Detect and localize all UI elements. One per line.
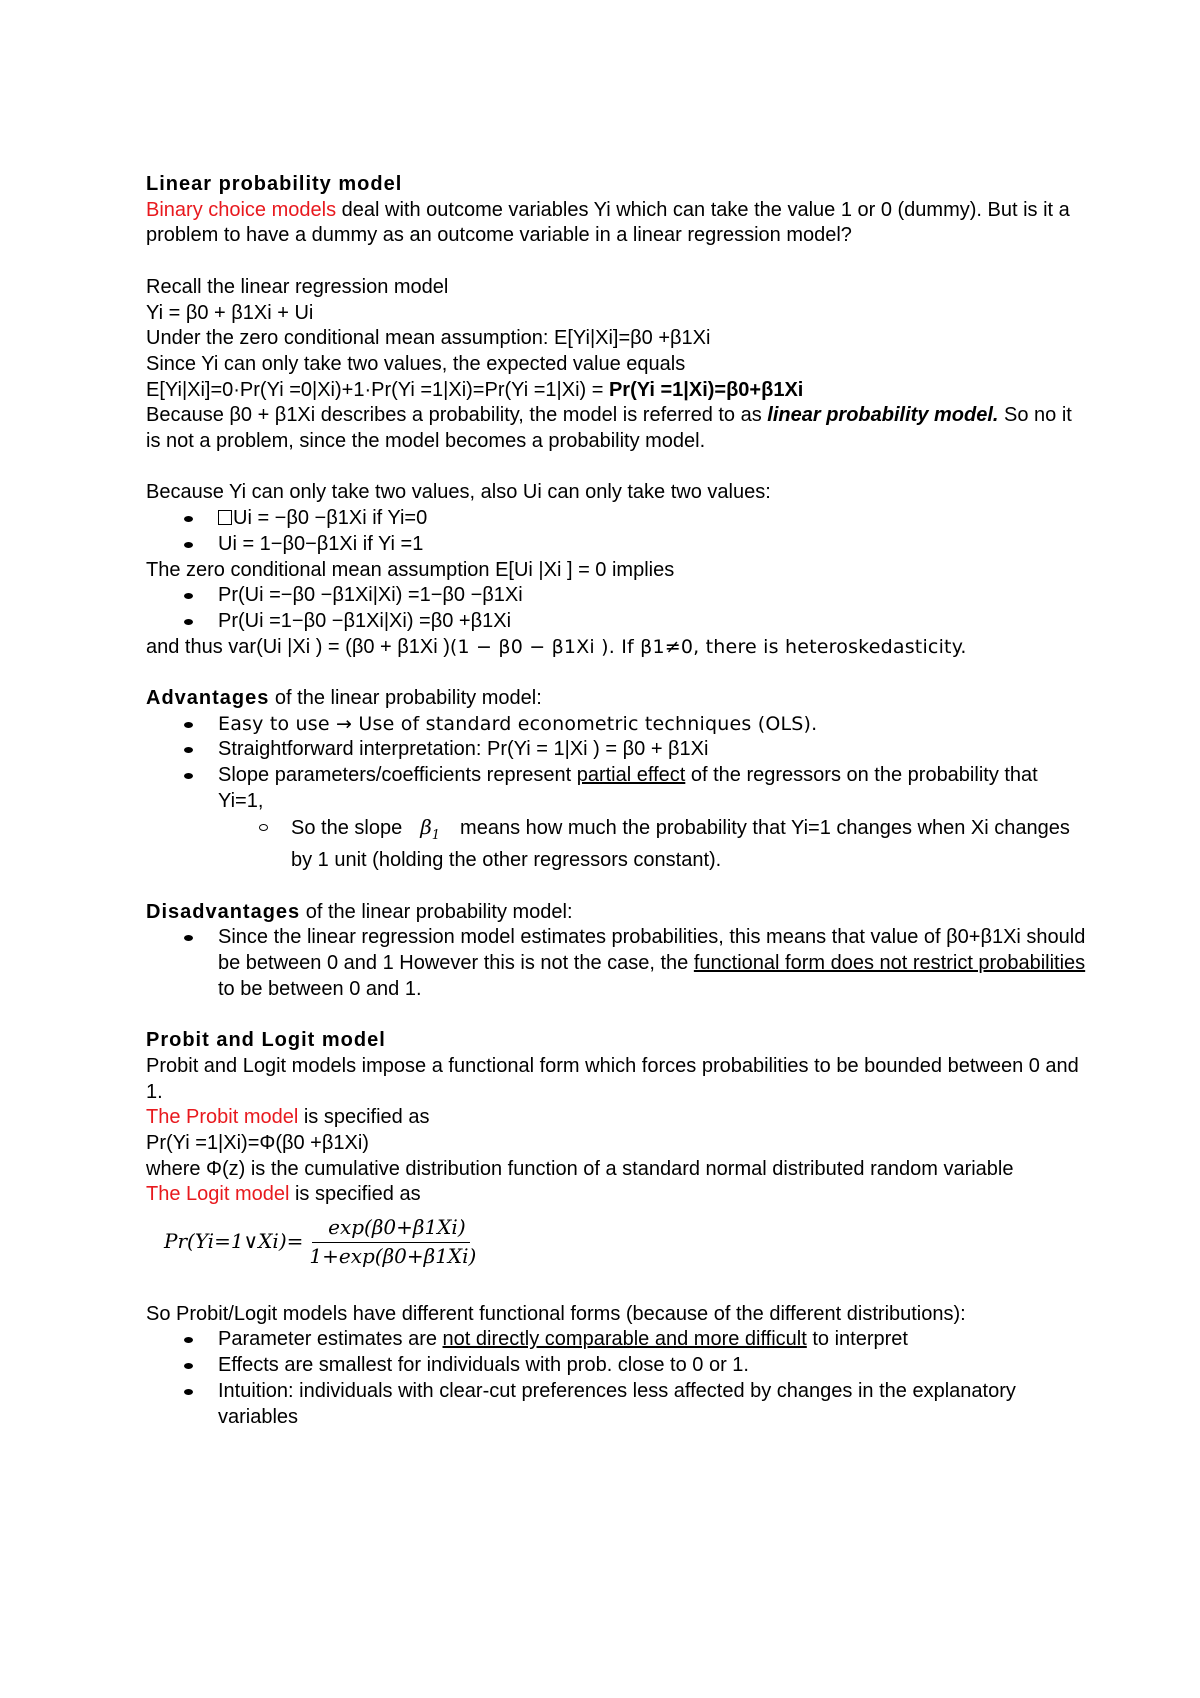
ui-intro: Because Yi can only take two values, also Ui can only take two values: — [146, 481, 771, 504]
list-item: Pr(Ui =−β0 −β1Xi|Xi) =1−β0 −β1Xi — [146, 583, 1086, 609]
probit-spec-line: The Probit model is specified as — [146, 1106, 430, 1129]
variance-paragraph: and thus var(Ui |Xi ) = (β0 + β1Xi )(1 − β0 − β1Xi ). If β1≠0, there is heteroskedasticity. — [146, 635, 967, 658]
list-item: Since the linear regression model estimates probabilities, this means that value of β0+β1Xi should be between 0 and 1 However this is not the case, the functional form does not restrict probabilities to be between 0 and 1. — [146, 925, 1086, 1002]
zero-conditional-line: Under the zero conditional mean assumption: E[Yi|Xi]=β0 +β1Xi — [146, 327, 711, 350]
beta-one-symbol: $\beta_1$ — [420, 814, 441, 843]
since-line: Since Yi can only take two values, the expected value equals — [146, 352, 686, 375]
model-equation: Yi = β0 + β1Xi + Ui — [146, 301, 314, 324]
logit-spec-line: The Logit model is specified as — [146, 1183, 421, 1206]
section-heading-lpm: Linear probability model — [146, 173, 403, 195]
list-item: Straightforward interpretation: Pr(Yi = 1|Xi ) = β0 + β1Xi — [146, 737, 1086, 763]
recall-line: Recall the linear regression model — [146, 275, 449, 298]
expectation-line: E[Yi|Xi]=0·Pr(Yi =0|Xi)+1·Pr(Yi =1|Xi)=Pr(Yi =1|Xi) = Pr(Yi =1|Xi)=β0+β1Xi — [146, 378, 804, 401]
probit-logit-intro: Probit and Logit models impose a functional form which forces probabilities to be bounded between 0 and 1. — [146, 1054, 1079, 1103]
list-item: Ui = 1−β0−β1Xi if Yi =1 — [146, 532, 1086, 558]
logit-formula — [164, 1214, 1086, 1270]
list-item: Intuition: individuals with clear-cut preferences less affected by changes in the explanatory variables — [146, 1379, 1086, 1430]
lpm-intro: Binary choice models deal with outcome variables Yi which can take the value 1 or 0 (dummy). But is it a problem to have a dummy as an outcome variable in a linear regression model? — [146, 198, 1070, 247]
logit-lhs: Pr(Yi=1∨Xi)= — [164, 1229, 304, 1254]
advantages-list — [146, 712, 1086, 815]
list-item: Ui = −β0 −β1Xi if Yi=0 — [146, 506, 1086, 532]
pr-bullet-list — [146, 583, 1086, 634]
logit-numerator: exp(β0+β1Xi) — [312, 1215, 470, 1243]
list-item: Easy to use → Use of standard econometric techniques (OLS). — [146, 712, 1086, 738]
disadvantages-intro: Disadvantages of the linear probability model: — [146, 900, 573, 923]
missing-glyph-box — [218, 510, 232, 525]
disadvantages-list — [146, 925, 1086, 1002]
advantages-sublist — [146, 815, 1086, 874]
list-item: So the slope $\beta_1$ means how much the probability that Yi=1 changes when Xi changes by 1 unit (holding the other regressors constant). — [146, 815, 1086, 874]
binary-choice-term: Binary choice models — [146, 198, 337, 221]
list-item: Slope parameters/coefficients represent partial effect of the regressors on the probability that Yi=1, — [146, 763, 1086, 814]
logit-fraction — [305, 1215, 476, 1269]
list-item: Pr(Ui =1−β0 −β1Xi|Xi) =β0 +β1Xi — [146, 609, 1086, 635]
so-intro: So Probit/Logit models have different functional forms (because of the different distributions): — [146, 1302, 966, 1325]
probit-logit-list — [146, 1327, 1086, 1430]
advantages-label: Advantages — [146, 687, 270, 710]
section-heading-probit-logit: Probit and Logit model — [146, 1029, 386, 1052]
because-paragraph: Because β0 + β1Xi describes a probability, the model is referred to as linear probability model. So no it is not a problem, since the model becomes a probability model. — [146, 404, 1072, 453]
list-item: Effects are smallest for individuals with prob. close to 0 or 1. — [146, 1353, 1086, 1379]
logit-denominator: 1+exp(β0+β1Xi) — [309, 1243, 477, 1268]
where-line: where Φ(z) is the cumulative distribution function of a standard normal distributed random variable — [146, 1157, 1014, 1180]
probit-equation: Pr(Yi =1|Xi)=Φ(β0 +β1Xi) — [146, 1131, 369, 1154]
document-page — [146, 172, 1086, 1430]
list-item: Parameter estimates are not directly comparable and more difficult to interpret — [146, 1327, 1086, 1353]
disadvantages-label: Disadvantages — [146, 900, 301, 923]
ui-bullet-list — [146, 506, 1086, 557]
implies-line: The zero conditional mean assumption E[Ui |Xi ] = 0 implies — [146, 558, 675, 581]
advantages-intro: Advantages of the linear probability model: — [146, 687, 542, 710]
